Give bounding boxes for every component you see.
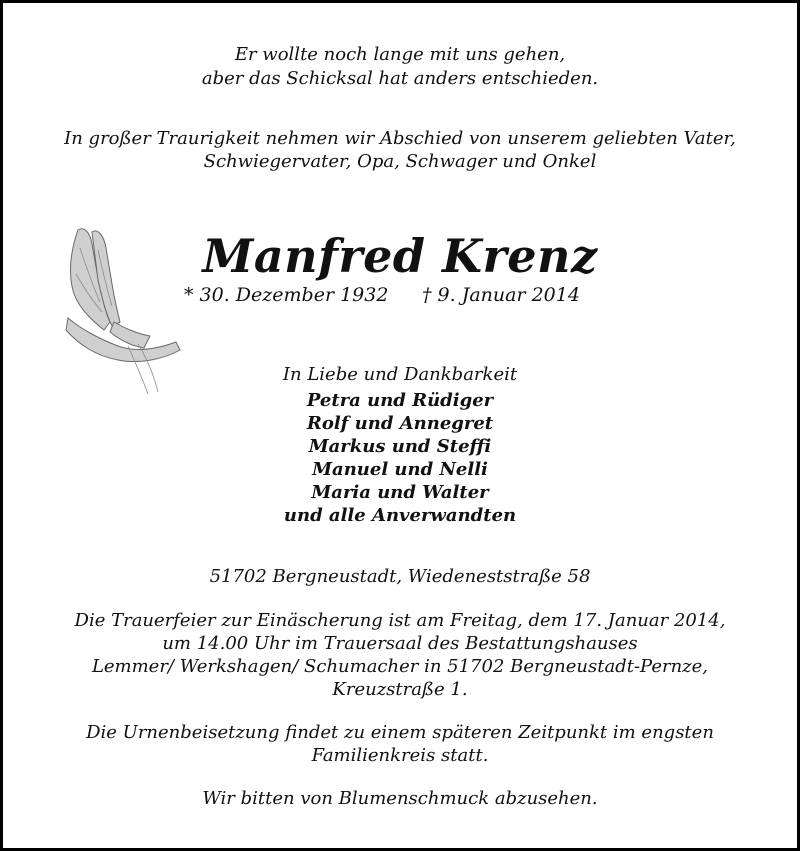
address: 51702 Bergneustadt, Wiedeneststraße 58 xyxy=(209,566,591,587)
ceremony-line-3: Lemmer/ Werkshagen/ Schumacher in 51702 Bergneustadt-Pernze, xyxy=(91,656,709,677)
intro-line-1: Er wollte noch lange mit uns gehen, xyxy=(234,44,566,65)
family-member: Manuel und Nelli xyxy=(312,459,488,480)
ceremony-line-1: Die Trauerfeier zur Einäscherung ist am Freitag, dem 17. Januar 2014, xyxy=(74,610,726,631)
family-member: Markus und Steffi xyxy=(308,436,492,457)
family-member: Rolf und Annegret xyxy=(306,413,494,434)
farewell-line-2: Schwiegervater, Opa, Schwager und Onkel xyxy=(203,151,597,172)
birth-date: * 30. Dezember 1932 xyxy=(184,284,389,306)
family-member: und alle Anverwandten xyxy=(283,505,517,526)
intro-line-2: aber das Schicksal hat anders entschieden. xyxy=(201,68,599,89)
urn-line-1: Die Urnenbeisetzung findet zu einem späteren Zeitpunkt im engsten xyxy=(86,722,714,743)
ceremony-line-4: Kreuzstraße 1. xyxy=(332,679,468,700)
deceased-name: Manfred Krenz xyxy=(202,229,598,283)
ceremony-line-2: um 14.00 Uhr im Trauersaal des Bestattungshauses xyxy=(162,633,638,654)
urn-line-2: Familienkreis statt. xyxy=(311,745,489,766)
family-member: Petra und Rüdiger xyxy=(306,390,494,411)
gratitude-line: In Liebe und Dankbarkeit xyxy=(282,364,518,385)
family-member: Maria und Walter xyxy=(311,482,489,503)
flowers-note: Wir bitten von Blumenschmuck abzusehen. xyxy=(202,788,598,809)
farewell-line-1: In großer Traurigkeit nehmen wir Abschied von unserem geliebten Vater, xyxy=(64,128,736,149)
death-date: † 9. Januar 2014 xyxy=(422,284,580,306)
